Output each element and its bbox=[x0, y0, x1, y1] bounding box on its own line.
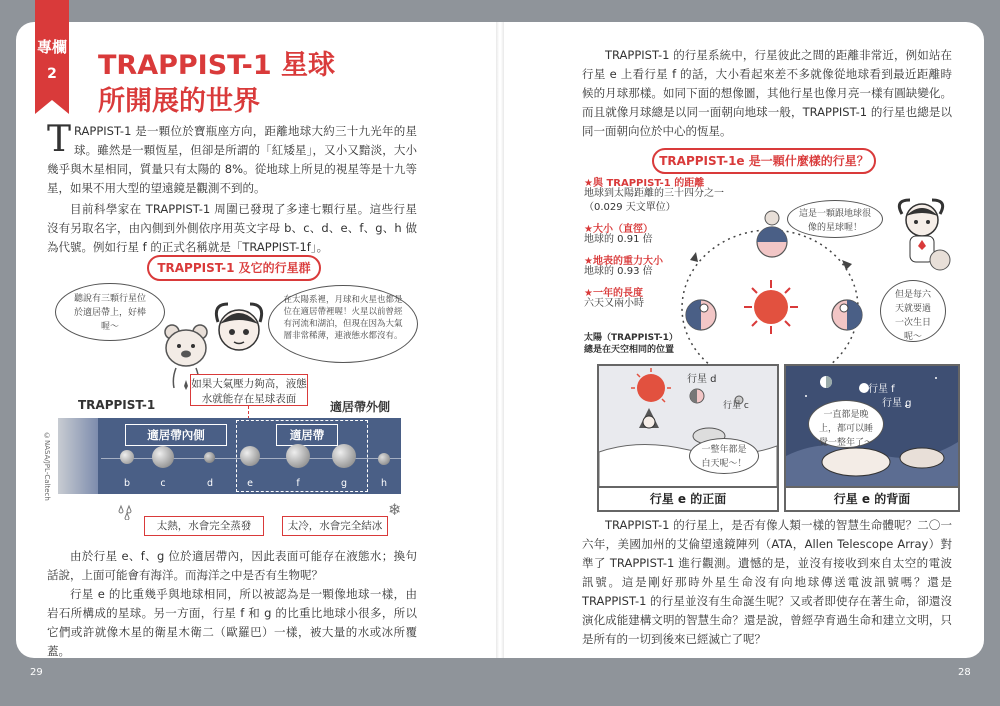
book-gutter bbox=[496, 22, 504, 658]
night-bubble bbox=[808, 400, 884, 448]
day-bubble bbox=[689, 438, 759, 474]
earth-like-text: 這是一顆跟地球很像的星球喔！ bbox=[799, 209, 872, 233]
size-value: 地球的 0.91 倍 bbox=[584, 234, 653, 245]
left-page-number: 29 bbox=[30, 667, 43, 678]
planet-e-right-icon bbox=[812, 298, 882, 332]
front-caption: 行星 e 的正面 bbox=[599, 486, 777, 510]
sun-note-line-1: 太陽（TRAPPIST-1） bbox=[584, 333, 678, 343]
sun-note-line-2: 總是在天空相同的位置 bbox=[584, 345, 675, 355]
planet-label-d: d bbox=[206, 478, 214, 489]
front-planet-c-label: 行星 c bbox=[723, 401, 749, 411]
birthday-text: 但是每六天就要過一次生日呢～ bbox=[894, 290, 931, 342]
left-paragraph-2: 目前科學家在 TRAPPIST-1 周圍已發現了多達七顆行星。這些行星沒有另取名字，由內側到外側依序用英文字母 b、c、d、e、f、g、h 做為代號。例如行星 f 的正式名稱就是「TRAPPIST-1f」。 bbox=[47, 202, 417, 254]
snowflake-icon: ❄ bbox=[388, 500, 402, 519]
gravity-label: ★地表的重力大小 bbox=[584, 256, 663, 267]
day-bubble-text: 一整年都是白天呢～！ bbox=[701, 445, 747, 469]
front-side-scene bbox=[597, 364, 779, 512]
planet-c bbox=[152, 446, 174, 468]
column-number: 2 bbox=[47, 66, 57, 82]
left-paragraph-1-text: RAPPIST-1 是一顆位於寶瓶座方向，距離地球大約三十九光年的星球。雖然是一顆恆星，但卻是所謂的「紅矮星」，又小又黯淡，大小幾乎與木星相同，質量只有太陽的 8%。從地球上所見的視星等是十九等星，如果不用大型的望遠鏡是觀測不到的。 bbox=[47, 124, 417, 195]
pressure-note: 如果大氣壓力夠高，液態水就能存在星球表面 bbox=[190, 374, 308, 406]
planet-label-f: f bbox=[296, 478, 300, 489]
left-paragraph-3: 由於行星 e、f、g 位於適居帶內，因此表面可能存在液態水；換句話說，上面可能會有海洋。而海洋之中是否有生物呢？ bbox=[47, 549, 417, 582]
right-diagram-title: TRAPPIST-1e 是一顆什麼樣的行星？ bbox=[652, 148, 876, 174]
title-line-1: TRAPPIST-1 星球 bbox=[98, 50, 336, 81]
column-label: 專欄 bbox=[36, 38, 67, 56]
title-line-2: 所開展的世界 bbox=[98, 86, 260, 117]
planet-e-top-icon bbox=[752, 206, 792, 264]
planet-g bbox=[332, 444, 356, 468]
sun-icon bbox=[742, 278, 800, 336]
planet-label-e: e bbox=[247, 478, 253, 489]
hot-note: 太熱，水會完全蒸發 bbox=[144, 516, 264, 536]
distance-label: ★與 TRAPPIST-1 的距離 bbox=[584, 178, 705, 189]
back-planet-f-label: 行星 f bbox=[868, 384, 895, 395]
size-label: ★大小（直徑） bbox=[584, 224, 653, 235]
back-side-scene bbox=[784, 364, 960, 512]
star-label: TRAPPIST-1 bbox=[78, 398, 156, 412]
planet-b bbox=[120, 450, 134, 464]
page-title bbox=[98, 48, 335, 120]
girl-icon bbox=[210, 300, 268, 362]
girl-speech-text: 在太陽系裡，月球和火星也都是位在適居帶裡喔！火星以前曾經有河流和湖泊，但現在因為大氣層非常稀薄，連液態水都沒有。 bbox=[283, 295, 403, 341]
habitable-zone-label: 適居帶 bbox=[276, 424, 338, 446]
drop-cap: T bbox=[47, 119, 72, 160]
earth-like-bubble bbox=[787, 200, 883, 238]
inner-zone-label: 適居帶內側 bbox=[125, 424, 227, 446]
gravity-value: 地球的 0.93 倍 bbox=[584, 266, 653, 277]
planet-e-left-icon bbox=[666, 298, 736, 332]
outer-zone-label: 適居帶外側 bbox=[330, 400, 391, 414]
back-caption: 行星 e 的背面 bbox=[786, 486, 958, 510]
girl-speech-bubble bbox=[268, 285, 418, 363]
bear-speech-text: 聽說有三顆行星位於適居帶上，好棒喔～ bbox=[73, 294, 146, 332]
girl-with-bear-icon bbox=[892, 196, 952, 274]
bear-speech-bubble bbox=[55, 283, 165, 341]
planet-label-b: b bbox=[123, 478, 131, 489]
year-value: 六天又兩小時 bbox=[584, 298, 644, 309]
planet-label-h: h bbox=[380, 478, 388, 489]
right-page-number: 28 bbox=[958, 667, 971, 678]
planet-d bbox=[204, 452, 215, 463]
distance-value-1: 地球到太陽距離的三十四分之一 bbox=[584, 188, 724, 199]
planet-h bbox=[378, 453, 390, 465]
planet-label-g: g bbox=[340, 478, 348, 489]
left-paragraph-1 bbox=[47, 119, 417, 198]
planet-e bbox=[240, 446, 260, 466]
distance-value-2: （0.029 天文單位） bbox=[584, 202, 676, 213]
left-diagram-title: TRAPPIST-1 及它的行星群 bbox=[147, 255, 321, 281]
year-label: ★一年的長度 bbox=[584, 288, 643, 299]
planet-label-c: c bbox=[160, 478, 166, 489]
left-paragraph-4: 行星 e 的比重幾乎與地球相同，所以被認為是一顆像地球一樣，由岩石所構成的星球。另一方面，行星 f 和 g 的比重比地球小很多，所以它們或許就像木星的衛星木衛二（歐羅巴）一樣，被大量的水或冰所覆蓋。 bbox=[47, 587, 417, 658]
night-bubble-text: 一直都是晚上，都可以睡覺一整年了～ bbox=[818, 410, 873, 448]
front-planet-d-label: 行星 d bbox=[687, 374, 717, 385]
right-paragraph-1: TRAPPIST-1 的行星系統中，行星彼此之間的距離非常近，例如站在行星 e 上看行星 f 的話，大小看起來差不多就像從地球看到最近距離時候的月球那樣。如同下面的想像圖，其他行星也像月亮一樣有圓缺變化。而且就像月球總是以同一面朝向地球一般，TRAPPIST-1 的行星也總是以同一面朝向位於中心的恆星。 bbox=[582, 48, 952, 138]
column-badge bbox=[35, 0, 69, 100]
birthday-bubble bbox=[880, 280, 946, 342]
evaporation-drops-icon bbox=[117, 504, 139, 520]
back-planet-g-label: 行星 g bbox=[882, 398, 912, 409]
trappist-star-glow bbox=[58, 418, 98, 494]
right-paragraph-2: TRAPPIST-1 的行星上，是否有像人類一樣的智慧生命體呢？二〇一六年，美國加州的艾倫望遠鏡陣列（ATA，Allen Telescope Array）對準了 TRAPPIST-1 進行觀測。遺憾的是，並沒有接收到來自太空的電波訊號。這是剛好那時外星生命沒有向地球傳送電波訊號嗎？還是 TRAPPIST-1 的行星並沒有生命誕生呢？又或者即使存在著生命，卻還沒演化成能建構文明的智慧生命？還是說，曾經孕育過生命和建立文明，只是所有的一切到後來已經滅亡了呢？ bbox=[582, 518, 952, 646]
planet-f bbox=[286, 444, 310, 468]
cold-note: 太冷，水會完全結冰 bbox=[282, 516, 388, 536]
image-credit: ©NASA/JPL-Caltech bbox=[43, 432, 51, 501]
